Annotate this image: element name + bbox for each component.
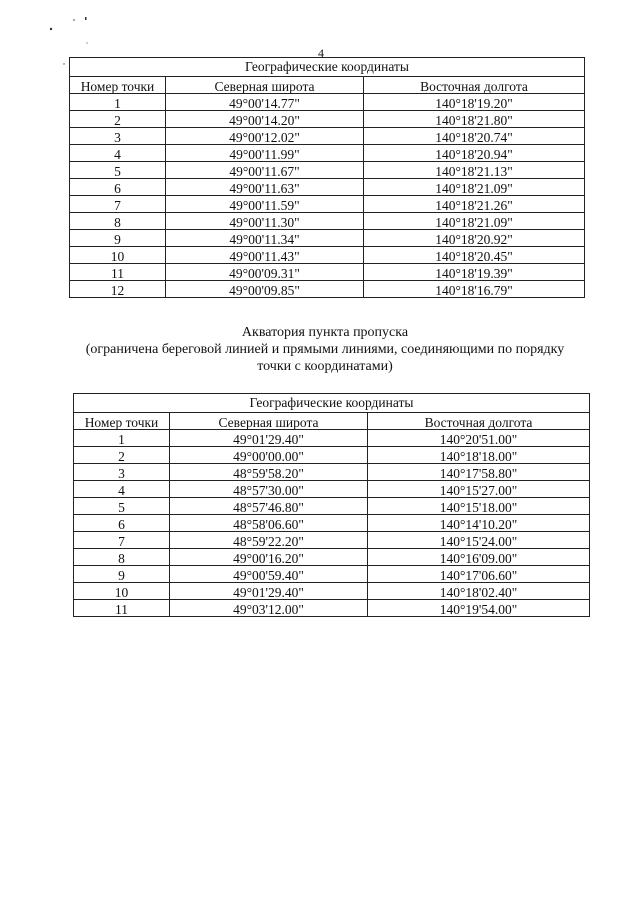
point-number-cell: 8 — [74, 549, 170, 566]
point-number-cell: 9 — [74, 566, 170, 583]
north-latitude-cell: 49°00'14.77" — [166, 94, 364, 111]
table-row — [70, 162, 585, 179]
table-group-header: Географические координаты — [70, 58, 585, 77]
point-number-cell: 4 — [70, 145, 166, 162]
east-longitude-cell: 140°18'16.79" — [364, 281, 585, 298]
north-latitude-cell: 49°00'11.99" — [166, 145, 364, 162]
page-number: 4 — [318, 46, 324, 60]
east-longitude-cell: 140°20'51.00" — [368, 430, 590, 447]
point-number-cell: 1 — [74, 430, 170, 447]
table-row — [70, 281, 585, 298]
north-latitude-cell: 48°58'06.60" — [170, 515, 368, 532]
table-row — [74, 566, 590, 583]
east-longitude-cell: 140°18'20.74" — [364, 128, 585, 145]
point-number-cell: 9 — [70, 230, 166, 247]
point-number-cell: 11 — [70, 264, 166, 281]
table-row — [70, 247, 585, 264]
north-latitude-cell: 48°59'22.20" — [170, 532, 368, 549]
column-header-point-number: Номер точки — [74, 413, 170, 430]
east-longitude-cell: 140°18'21.26" — [364, 196, 585, 213]
column-header-north-latitude: Северная широта — [170, 413, 368, 430]
north-latitude-cell: 49°01'29.40" — [170, 583, 368, 600]
north-latitude-cell: 48°57'30.00" — [170, 481, 368, 498]
north-latitude-cell: 49°03'12.00" — [170, 600, 368, 617]
point-number-cell: 3 — [70, 128, 166, 145]
east-longitude-cell: 140°14'10.20" — [368, 515, 590, 532]
east-longitude-cell: 140°18'21.80" — [364, 111, 585, 128]
column-header-north-latitude: Северная широта — [166, 77, 364, 94]
north-latitude-cell: 49°00'14.20" — [166, 111, 364, 128]
point-number-cell: 2 — [74, 447, 170, 464]
section-subtitle-line-2: точки с координатами) — [257, 359, 393, 374]
north-latitude-cell: 49°00'11.43" — [166, 247, 364, 264]
north-latitude-cell: 48°57'46.80" — [170, 498, 368, 515]
east-longitude-cell: 140°18'21.09" — [364, 213, 585, 230]
coordinates-table-2 — [73, 393, 590, 617]
table-row — [70, 94, 585, 111]
north-latitude-cell: 49°00'11.59" — [166, 196, 364, 213]
point-number-cell: 5 — [70, 162, 166, 179]
north-latitude-cell: 49°00'11.30" — [166, 213, 364, 230]
section-subtitle-line-1: (ограничена береговой линией и прямыми линиями, соединяющими по порядку — [85, 342, 565, 357]
east-longitude-cell: 140°18'20.94" — [364, 145, 585, 162]
point-number-cell: 11 — [74, 600, 170, 617]
point-number-cell: 3 — [74, 464, 170, 481]
table-row — [74, 481, 590, 498]
east-longitude-cell: 140°18'19.20" — [364, 94, 585, 111]
point-number-cell: 1 — [70, 94, 166, 111]
table-row — [70, 145, 585, 162]
east-longitude-cell: 140°16'09.00" — [368, 549, 590, 566]
table-row — [74, 498, 590, 515]
point-number-cell: 2 — [70, 111, 166, 128]
north-latitude-cell: 49°00'59.40" — [170, 566, 368, 583]
point-number-cell: 4 — [74, 481, 170, 498]
column-header-point-number: Номер точки — [70, 77, 166, 94]
north-latitude-cell: 49°00'12.02" — [166, 128, 364, 145]
point-number-cell: 12 — [70, 281, 166, 298]
north-latitude-cell: 49°00'16.20" — [170, 549, 368, 566]
point-number-cell: 5 — [74, 498, 170, 515]
table-row — [74, 430, 590, 447]
east-longitude-cell: 140°18'18.00" — [368, 447, 590, 464]
table-row — [74, 532, 590, 549]
table-row — [74, 515, 590, 532]
table-row — [74, 464, 590, 481]
table-group-header: Географические координаты — [74, 394, 590, 413]
point-number-cell: 7 — [70, 196, 166, 213]
table-row — [74, 549, 590, 566]
point-number-cell: 6 — [74, 515, 170, 532]
section-title: Акватория пункта пропуска — [241, 325, 409, 340]
table-row — [70, 196, 585, 213]
table-row — [70, 264, 585, 281]
column-header-east-longitude: Восточная долгота — [368, 413, 590, 430]
table-row — [74, 447, 590, 464]
north-latitude-cell: 49°00'09.31" — [166, 264, 364, 281]
point-number-cell: 10 — [70, 247, 166, 264]
table-row — [70, 230, 585, 247]
east-longitude-cell: 140°18'21.13" — [364, 162, 585, 179]
north-latitude-cell: 49°00'09.85" — [166, 281, 364, 298]
table-row — [70, 111, 585, 128]
east-longitude-cell: 140°17'58.80" — [368, 464, 590, 481]
north-latitude-cell: 49°00'11.34" — [166, 230, 364, 247]
east-longitude-cell: 140°18'19.39" — [364, 264, 585, 281]
table-row — [74, 600, 590, 617]
east-longitude-cell: 140°19'54.00" — [368, 600, 590, 617]
north-latitude-cell: 49°00'11.67" — [166, 162, 364, 179]
north-latitude-cell: 49°01'29.40" — [170, 430, 368, 447]
point-number-cell: 7 — [74, 532, 170, 549]
table-row — [70, 128, 585, 145]
column-header-east-longitude: Восточная долгота — [364, 77, 585, 94]
coordinates-table-1 — [69, 57, 585, 298]
table-row — [70, 213, 585, 230]
north-latitude-cell: 49°00'00.00" — [170, 447, 368, 464]
east-longitude-cell: 140°18'20.92" — [364, 230, 585, 247]
point-number-cell: 8 — [70, 213, 166, 230]
table-row — [74, 583, 590, 600]
east-longitude-cell: 140°15'27.00" — [368, 481, 590, 498]
east-longitude-cell: 140°15'18.00" — [368, 498, 590, 515]
table-row — [70, 179, 585, 196]
east-longitude-cell: 140°18'20.45" — [364, 247, 585, 264]
point-number-cell: 6 — [70, 179, 166, 196]
east-longitude-cell: 140°18'02.40" — [368, 583, 590, 600]
east-longitude-cell: 140°17'06.60" — [368, 566, 590, 583]
east-longitude-cell: 140°15'24.00" — [368, 532, 590, 549]
point-number-cell: 10 — [74, 583, 170, 600]
east-longitude-cell: 140°18'21.09" — [364, 179, 585, 196]
north-latitude-cell: 48°59'58.20" — [170, 464, 368, 481]
north-latitude-cell: 49°00'11.63" — [166, 179, 364, 196]
